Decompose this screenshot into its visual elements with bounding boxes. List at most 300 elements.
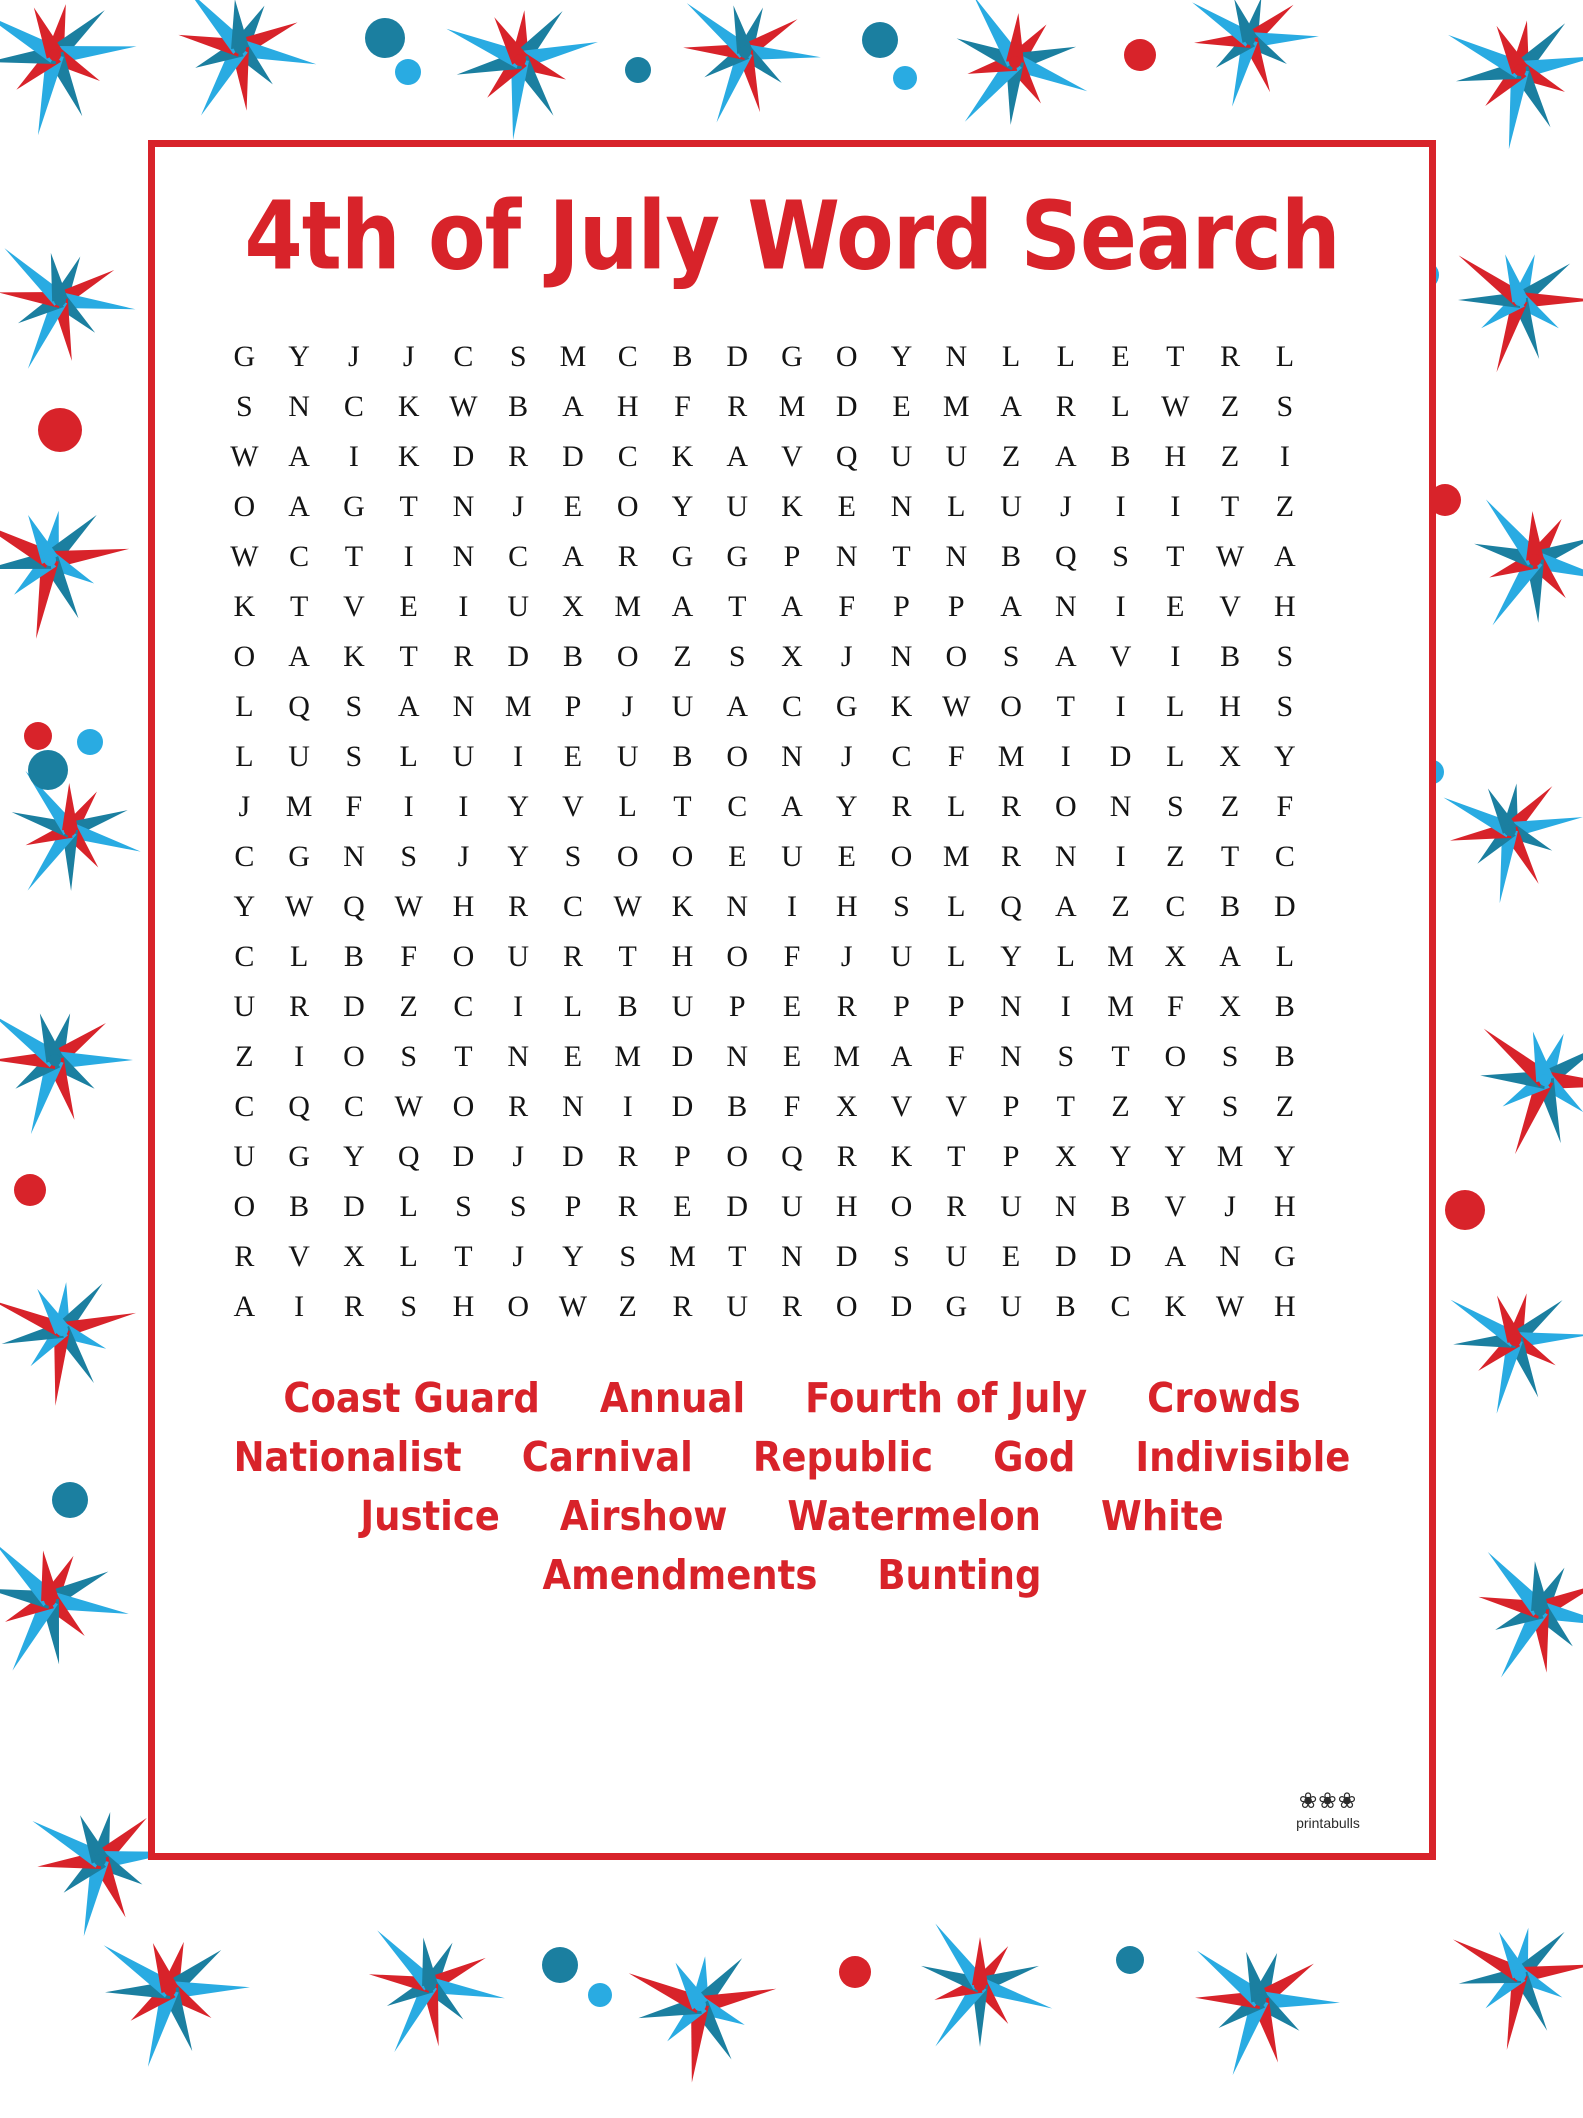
grid-letter: M <box>614 1040 642 1073</box>
grid-letter: B <box>1110 440 1131 473</box>
grid-letter: G <box>288 1140 310 1173</box>
grid-letter: S <box>1276 690 1294 723</box>
grid-letter: P <box>1002 1140 1020 1173</box>
grid-letter: H <box>1274 1290 1296 1323</box>
grid-letter: K <box>671 890 694 923</box>
grid-letter: K <box>890 1140 913 1173</box>
grid-letter: S <box>400 1040 417 1073</box>
grid-letter: O <box>616 640 639 673</box>
firework-decoration <box>1417 1487 1583 1733</box>
firework-decoration <box>0 947 168 1174</box>
grid-letter: F <box>345 790 363 823</box>
confetti-dot <box>77 729 103 755</box>
grid-letter: E <box>837 490 856 523</box>
grid-letter: W <box>613 890 642 923</box>
grid-letter: Y <box>1000 940 1022 973</box>
grid-letter: P <box>1002 1090 1020 1123</box>
grid-letter: Y <box>1274 740 1296 773</box>
grid-letter: U <box>671 690 694 723</box>
grid-letter: U <box>233 990 256 1023</box>
grid-letter: J <box>512 490 525 523</box>
grid-letter: C <box>1165 890 1186 923</box>
grid-letter: N <box>1109 790 1132 823</box>
grid-letter: W <box>1161 390 1190 423</box>
grid-letter: N <box>452 490 475 523</box>
grid-letter <box>1312 1035 1367 1079</box>
grid-letter: X <box>343 1240 365 1273</box>
grid-letter: Z <box>1220 440 1240 473</box>
grid-letter: Y <box>233 890 256 923</box>
grid-letter: D <box>452 1140 475 1173</box>
grid-letter <box>1312 785 1367 829</box>
grid-letter: Y <box>1109 1140 1132 1173</box>
firework-decoration <box>1416 0 1583 174</box>
grid-letter: M <box>1107 940 1134 973</box>
grid-letter: P <box>947 990 965 1023</box>
grid-letter: U <box>288 740 310 773</box>
grid-letter: I <box>1115 490 1126 523</box>
grid-letter: Z <box>1220 390 1240 423</box>
grid-letter: H <box>1274 590 1296 623</box>
grid-letter: L <box>399 1190 418 1223</box>
grid-letter: D <box>452 440 475 473</box>
logo-glyphs: ❀❀❀ <box>1298 1788 1358 1813</box>
grid-letter <box>1312 385 1367 429</box>
grid-letter <box>1312 1185 1367 1229</box>
grid-letter: H <box>616 390 639 423</box>
confetti-dot <box>893 66 917 90</box>
grid-letter <box>1312 735 1367 779</box>
grid-letter: D <box>507 640 530 673</box>
confetti-dot <box>839 1956 871 1988</box>
grid-letter: Z <box>235 1040 254 1073</box>
grid-letter: A <box>288 640 310 673</box>
grid-letter <box>1312 635 1367 679</box>
grid-letter: K <box>397 390 420 423</box>
grid-letter: O <box>726 1140 749 1173</box>
grid-letter: B <box>1001 540 1022 573</box>
grid-letter: I <box>513 740 524 773</box>
grid-letter: C <box>343 390 364 423</box>
grid-letter: O <box>1000 690 1022 723</box>
grid-letter: T <box>1220 490 1240 523</box>
grid-letter <box>1312 1085 1367 1129</box>
grid-letter: C <box>617 440 638 473</box>
grid-letter: U <box>1000 1290 1022 1323</box>
grid-letter: S <box>345 690 363 723</box>
grid-letter: Q <box>1000 890 1022 923</box>
grid-letter: A <box>781 590 803 623</box>
grid-letter: R <box>508 1090 529 1123</box>
grid-letter: R <box>562 940 583 973</box>
grid-letter: V <box>1219 590 1241 623</box>
grid-letter: A <box>288 490 310 523</box>
grid-letter: D <box>1274 890 1296 923</box>
firework-decoration <box>0 1235 157 1426</box>
grid-letter: U <box>945 1240 968 1273</box>
grid-letter: W <box>558 1290 588 1323</box>
word-list-item: White <box>1101 1492 1224 1541</box>
grid-letter: H <box>671 940 694 973</box>
grid-letter: N <box>890 490 913 523</box>
grid-letter: B <box>343 940 364 973</box>
grid-letter: Z <box>1001 440 1021 473</box>
grid-letter: U <box>890 440 913 473</box>
grid-letter: L <box>1111 390 1130 423</box>
grid-letter: L <box>235 690 254 723</box>
grid-letter: E <box>673 1190 692 1223</box>
grid-letter: B <box>672 340 693 373</box>
confetti-dot <box>38 408 82 452</box>
grid-letter: U <box>781 1190 803 1223</box>
grid-letter: R <box>453 640 474 673</box>
grid-letter: Q <box>288 1090 310 1123</box>
grid-letter: L <box>947 790 966 823</box>
grid-letter: E <box>1001 1240 1021 1273</box>
grid-letter: Z <box>1111 1090 1130 1123</box>
grid-letter: L <box>235 740 254 773</box>
grid-letter: L <box>1275 340 1295 373</box>
grid-letter: Q <box>835 440 858 473</box>
word-list-row <box>197 1433 1387 1482</box>
grid-letter: I <box>513 990 524 1023</box>
word-list-row <box>197 1492 1387 1541</box>
grid-letter: T <box>1166 540 1185 573</box>
grid-letter: Z <box>399 990 418 1023</box>
firework-decoration <box>0 453 157 666</box>
word-list-item: Fourth of July <box>805 1374 1088 1423</box>
grid-letter: Z <box>1220 790 1240 823</box>
grid-letter: X <box>1164 940 1187 973</box>
grid-letter: C <box>234 1090 255 1123</box>
grid-letter: S <box>400 1290 417 1323</box>
grid-letter: L <box>947 490 966 523</box>
grid-letter: J <box>457 840 470 873</box>
grid-letter: O <box>452 940 475 973</box>
grid-letter: H <box>1164 440 1187 473</box>
grid-letter: N <box>835 540 858 573</box>
grid-letter: Q <box>781 1140 803 1173</box>
grid-letter: Q <box>288 690 310 723</box>
grid-letter: P <box>947 590 965 623</box>
grid-letter: N <box>945 340 968 373</box>
grid-letter: T <box>454 1040 473 1073</box>
grid-letter: V <box>945 1090 968 1123</box>
grid-letter: M <box>778 390 806 423</box>
grid-letter: R <box>946 1190 967 1223</box>
grid-letter: I <box>622 1090 633 1123</box>
grid-letter: U <box>1000 490 1022 523</box>
grid-letter: L <box>1166 690 1185 723</box>
grid-letter: M <box>285 790 313 823</box>
grid-letter: S <box>1166 790 1184 823</box>
grid-letter: V <box>781 440 803 473</box>
grid-letter: D <box>671 1090 694 1123</box>
grid-letter: F <box>400 940 417 973</box>
grid-letter: A <box>562 390 584 423</box>
grid-letter: N <box>945 540 968 573</box>
grid-letter: V <box>890 1090 913 1123</box>
grid-letter: F <box>1166 990 1184 1023</box>
grid-letter: G <box>233 340 256 373</box>
grid-letter: M <box>614 590 642 623</box>
grid-letter: S <box>1221 1040 1239 1073</box>
grid-letter: G <box>781 340 803 373</box>
word-list-item: Airshow <box>559 1492 728 1541</box>
grid-letter: K <box>397 440 420 473</box>
grid-letter: N <box>507 1040 530 1073</box>
grid-letter: E <box>837 840 856 873</box>
grid-letter: C <box>891 740 912 773</box>
grid-letter: O <box>671 840 694 873</box>
grid-letter: S <box>1112 540 1129 573</box>
grid-letter: H <box>1219 690 1241 723</box>
grid-letter: P <box>893 590 910 623</box>
grid-letter: C <box>289 540 310 573</box>
grid-letter: R <box>1220 340 1241 373</box>
word-list-item: Bunting <box>877 1551 1042 1600</box>
grid-letter: E <box>563 740 583 773</box>
grid-letter: A <box>1054 440 1077 473</box>
grid-letter <box>1312 435 1367 479</box>
grid-letter: W <box>942 690 971 723</box>
firework-decoration <box>857 1862 1103 2108</box>
grid-letter: I <box>294 1290 305 1323</box>
word-list-row <box>197 1551 1387 1600</box>
grid-letter: N <box>1054 1190 1077 1223</box>
grid-letter: O <box>616 490 639 523</box>
grid-letter: Y <box>562 1240 584 1273</box>
logo-brand-text: printabulls <box>1296 1815 1360 1831</box>
grid-letter: U <box>726 490 749 523</box>
worksheet-card <box>148 140 1436 1860</box>
grid-letter: O <box>616 840 639 873</box>
grid-letter: N <box>288 390 310 423</box>
word-list-item: Nationalist <box>233 1433 462 1482</box>
grid-letter: A <box>1164 1240 1187 1273</box>
grid-letter: H <box>835 1190 858 1223</box>
grid-letter: E <box>1166 590 1185 623</box>
grid-letter: R <box>1055 390 1076 423</box>
grid-letter: M <box>1107 990 1134 1023</box>
grid-letter: C <box>1274 840 1295 873</box>
firework-decoration <box>1425 960 1583 1200</box>
grid-letter: C <box>343 1090 364 1123</box>
grid-letter: A <box>726 440 749 473</box>
grid-letter: E <box>399 590 418 623</box>
grid-letter: G <box>835 690 858 723</box>
grid-letter: V <box>562 790 584 823</box>
grid-letter: L <box>563 990 583 1023</box>
grid-letter: O <box>726 940 749 973</box>
grid-letter: A <box>781 790 803 823</box>
grid-letter: R <box>508 440 529 473</box>
word-list-item: Republic <box>752 1433 934 1482</box>
grid-letter: F <box>1276 790 1294 823</box>
grid-letter: O <box>835 340 858 373</box>
grid-letter <box>1312 485 1367 529</box>
brand-logo <box>1263 1790 1393 1831</box>
grid-letter: C <box>562 890 583 923</box>
grid-letter: Z <box>673 640 692 673</box>
grid-letter: T <box>1111 1040 1130 1073</box>
firework-decoration <box>1142 1882 1378 2118</box>
grid-letter: J <box>1059 490 1072 523</box>
grid-letter: L <box>1166 740 1185 773</box>
grid-letter: B <box>1274 1040 1295 1073</box>
grid-letter: X <box>1054 1140 1077 1173</box>
grid-letter: S <box>509 1190 527 1223</box>
grid-letter: L <box>289 940 309 973</box>
grid-letter: J <box>1224 1190 1236 1223</box>
grid-letter: B <box>617 990 638 1023</box>
firework-decoration <box>420 0 619 160</box>
grid-letter: I <box>458 790 469 823</box>
grid-letter: C <box>453 340 474 373</box>
grid-letter: R <box>891 790 912 823</box>
grid-letter: K <box>890 690 913 723</box>
grid-letter: J <box>840 940 853 973</box>
grid-letter: Y <box>671 490 694 523</box>
grid-letter: P <box>893 990 910 1023</box>
confetti-dot <box>542 1947 578 1983</box>
grid-letter: N <box>343 840 365 873</box>
grid-letter: M <box>504 690 532 723</box>
grid-letter: G <box>288 840 310 873</box>
grid-letter: F <box>947 740 965 773</box>
word-list-item: Indivisible <box>1135 1433 1351 1482</box>
grid-letter: A <box>1054 640 1077 673</box>
grid-letter: A <box>1274 540 1296 573</box>
grid-letter: Z <box>618 1290 637 1323</box>
firework-decoration <box>1418 1873 1583 2077</box>
grid-letter: U <box>671 990 694 1023</box>
page-title: 4th of July Word Search <box>244 181 1340 291</box>
grid-letter: E <box>563 1040 583 1073</box>
grid-letter: D <box>343 1190 365 1223</box>
grid-letter: U <box>616 740 639 773</box>
grid-letter: N <box>1219 1240 1241 1273</box>
grid-letter: T <box>399 490 418 523</box>
grid-letter: D <box>726 340 749 373</box>
grid-letter: B <box>1274 990 1295 1023</box>
grid-letter: Y <box>343 1140 365 1173</box>
grid-letter: Y <box>288 340 310 373</box>
confetti-dot <box>14 1174 46 1206</box>
grid-letter: H <box>452 890 475 923</box>
grid-letter: M <box>559 340 587 373</box>
grid-letter <box>1312 585 1367 629</box>
grid-letter: I <box>786 890 797 923</box>
confetti-dot <box>625 57 651 83</box>
grid-letter: A <box>1000 590 1022 623</box>
grid-letter: U <box>233 1140 256 1173</box>
grid-letter: R <box>1001 790 1022 823</box>
grid-letter: X <box>1219 740 1241 773</box>
grid-letter: N <box>452 540 475 573</box>
grid-letter: I <box>1170 640 1181 673</box>
grid-letter: U <box>945 440 968 473</box>
grid-letter: B <box>562 640 583 673</box>
grid-letter: K <box>781 490 803 523</box>
grid-letter: S <box>345 740 363 773</box>
grid-letter: J <box>840 640 853 673</box>
grid-letter: N <box>781 740 803 773</box>
grid-letter: C <box>1110 1290 1131 1323</box>
grid-letter: V <box>1109 640 1132 673</box>
grid-letter: I <box>294 1040 305 1073</box>
grid-letter: U <box>726 1290 749 1323</box>
grid-letter: G <box>343 490 365 523</box>
grid-letter: H <box>1274 1190 1296 1223</box>
grid-letter: B <box>289 1190 310 1223</box>
grid-letter: R <box>289 990 310 1023</box>
grid-letter <box>1312 535 1367 579</box>
grid-letter: Y <box>1274 1140 1296 1173</box>
grid-letter: R <box>836 990 857 1023</box>
grid-letter: T <box>1056 690 1075 723</box>
grid-letter: D <box>1054 1240 1077 1273</box>
grid-letter: T <box>947 1140 966 1173</box>
grid-letter: X <box>1219 990 1241 1023</box>
grid-letter: X <box>835 1090 858 1123</box>
word-list <box>197 1374 1387 1600</box>
grid-letter: F <box>674 390 691 423</box>
grid-letter: R <box>781 1290 802 1323</box>
grid-letter: L <box>399 740 418 773</box>
grid-letter: M <box>1216 1140 1244 1173</box>
grid-letter: K <box>343 640 365 673</box>
grid-letter: A <box>1000 390 1022 423</box>
grid-letter: U <box>1000 1190 1022 1223</box>
grid-letter: P <box>564 1190 582 1223</box>
grid-letter: I <box>1170 490 1181 523</box>
grid-letter: O <box>452 1090 475 1123</box>
word-list-item: God <box>993 1433 1076 1482</box>
grid-letter: D <box>1109 740 1132 773</box>
grid-letter: S <box>1276 640 1294 673</box>
grid-letter: L <box>1056 340 1075 373</box>
grid-letter: J <box>512 1140 525 1173</box>
word-search-grid <box>217 335 1367 1329</box>
grid-letter: S <box>1057 1040 1075 1073</box>
grid-letter: W <box>449 390 478 423</box>
confetti-dot <box>1124 39 1156 71</box>
grid-letter: A <box>288 440 310 473</box>
grid-letter: I <box>403 790 414 823</box>
grid-letter: U <box>452 740 475 773</box>
grid-letter: S <box>400 840 417 873</box>
grid-letter: R <box>836 1140 857 1173</box>
grid-letter: N <box>781 1240 803 1273</box>
confetti-dot <box>28 750 68 790</box>
grid-letter: Y <box>1164 1090 1187 1123</box>
grid-letter: O <box>1164 1040 1187 1073</box>
grid-letter: R <box>343 1290 364 1323</box>
grid-letter: T <box>399 640 418 673</box>
grid-letter: B <box>508 390 529 423</box>
grid-letter: N <box>1054 840 1077 873</box>
confetti-dot <box>1116 1946 1144 1974</box>
grid-letter: A <box>726 690 749 723</box>
grid-letter: S <box>1276 390 1294 423</box>
grid-letter: N <box>1054 590 1077 623</box>
grid-letter: J <box>402 340 415 373</box>
grid-letter: N <box>726 1040 749 1073</box>
confetti-dot <box>24 722 52 750</box>
grid-letter: I <box>348 440 359 473</box>
grid-letter: E <box>1111 340 1130 373</box>
